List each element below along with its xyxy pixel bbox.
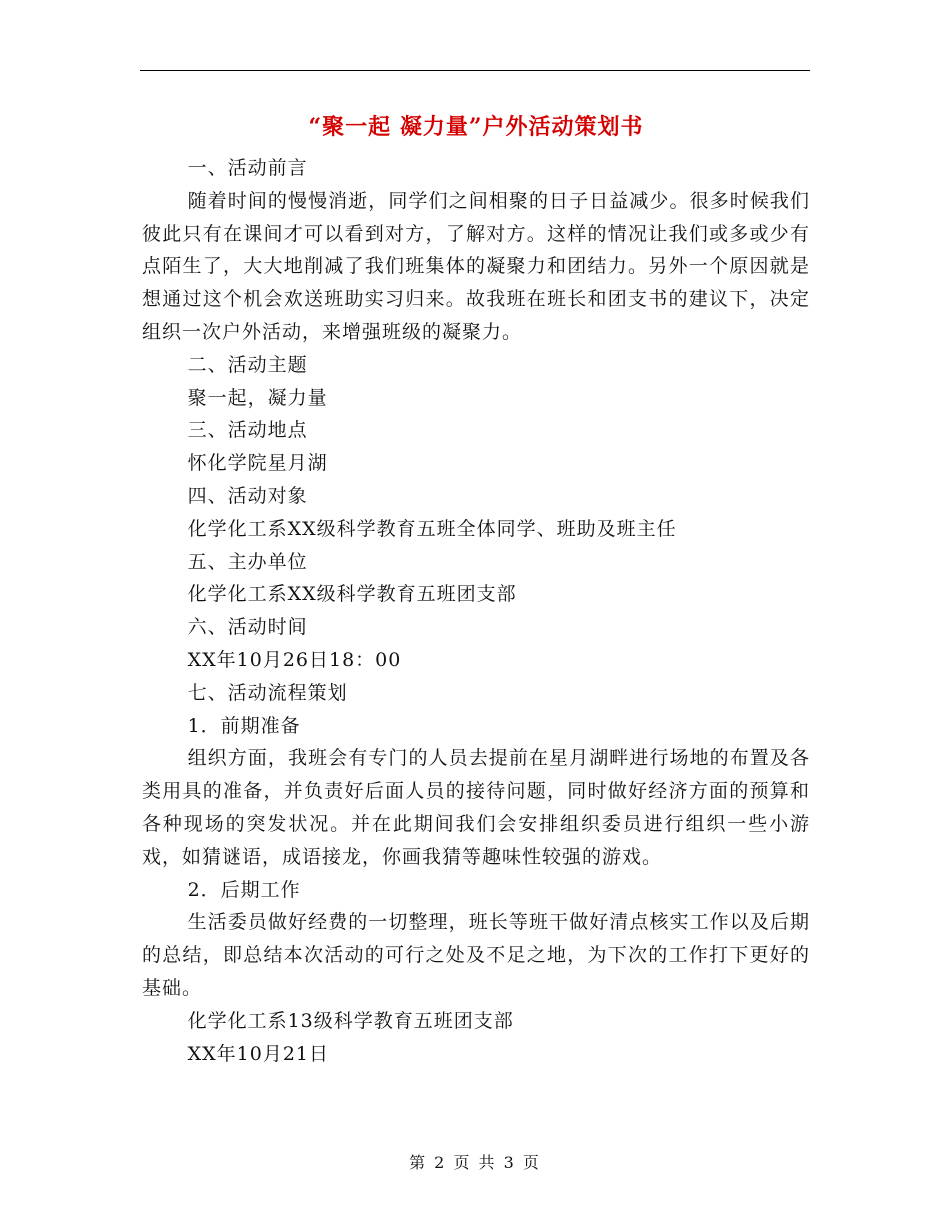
section-heading-organizer: 五、主办单位 <box>187 550 308 573</box>
time-text: XX年10月26日18：00 <box>187 648 402 671</box>
signature-organization: 化学化工系13级科学教育五班团支部 <box>187 1009 514 1032</box>
preface-paragraph: 随着时间的慢慢消逝，同学们之间相聚的日子日益减少。很多时候我们彼此只有在课间才可以看到对方，了解对方。这样的情况让我们或多或少有点陌生了，大大地削减了我们班集体的凝聚力和团结力。另外一个原因就是想通过这个机会欢送班助实习归来。故我班在班长和团支书的建议下，决定组织一次户外活动，来增强班级的凝聚力。 <box>142 189 810 343</box>
subheading-followup: 2．后期工作 <box>187 878 301 901</box>
section-heading-time: 六、活动时间 <box>187 616 308 639</box>
theme-text: 聚一起，凝力量 <box>187 386 328 409</box>
section-heading-audience: 四、活动对象 <box>187 484 308 507</box>
preparation-paragraph: 组织方面，我班会有专门的人员去提前在星月湖畔进行场地的布置及各类用具的准备，并负责好后面人员的接待问题，同时做好经济方面的预算和各种现场的突发状况。并在此期间我们会安排组织委员进行组织一些小游戏，如猜谜语，成语接龙，你画我猜等趣味性较强的游戏。 <box>142 747 810 868</box>
header-rule <box>140 70 810 71</box>
followup-paragraph: 生活委员做好经费的一切整理，班长等班干做好清点核实工作以及后期的总结，即总结本次活动的可行之处及不足之地，为下次的工作打下更好的基础。 <box>142 911 810 999</box>
section-heading-preface: 一、活动前言 <box>187 157 308 179</box>
document-body <box>142 106 810 1070</box>
subheading-preparation: 1．前期准备 <box>187 714 301 737</box>
page-number: 第 2 页 共 3 页 <box>409 1153 541 1172</box>
section-heading-process: 七、活动流程策划 <box>187 681 348 704</box>
section-heading-theme: 二、活动主题 <box>187 353 308 376</box>
location-text: 怀化学院星月湖 <box>187 452 328 475</box>
organizer-text: 化学化工系XX级科学教育五班团支部 <box>187 583 517 606</box>
audience-text: 化学化工系XX级科学教育五班全体同学、班助及班主任 <box>187 517 677 540</box>
document-title: “聚一起 凝力量”户外活动策划书 <box>308 114 644 140</box>
section-heading-location: 三、活动地点 <box>187 419 308 442</box>
signature-date: XX年10月21日 <box>187 1042 330 1065</box>
